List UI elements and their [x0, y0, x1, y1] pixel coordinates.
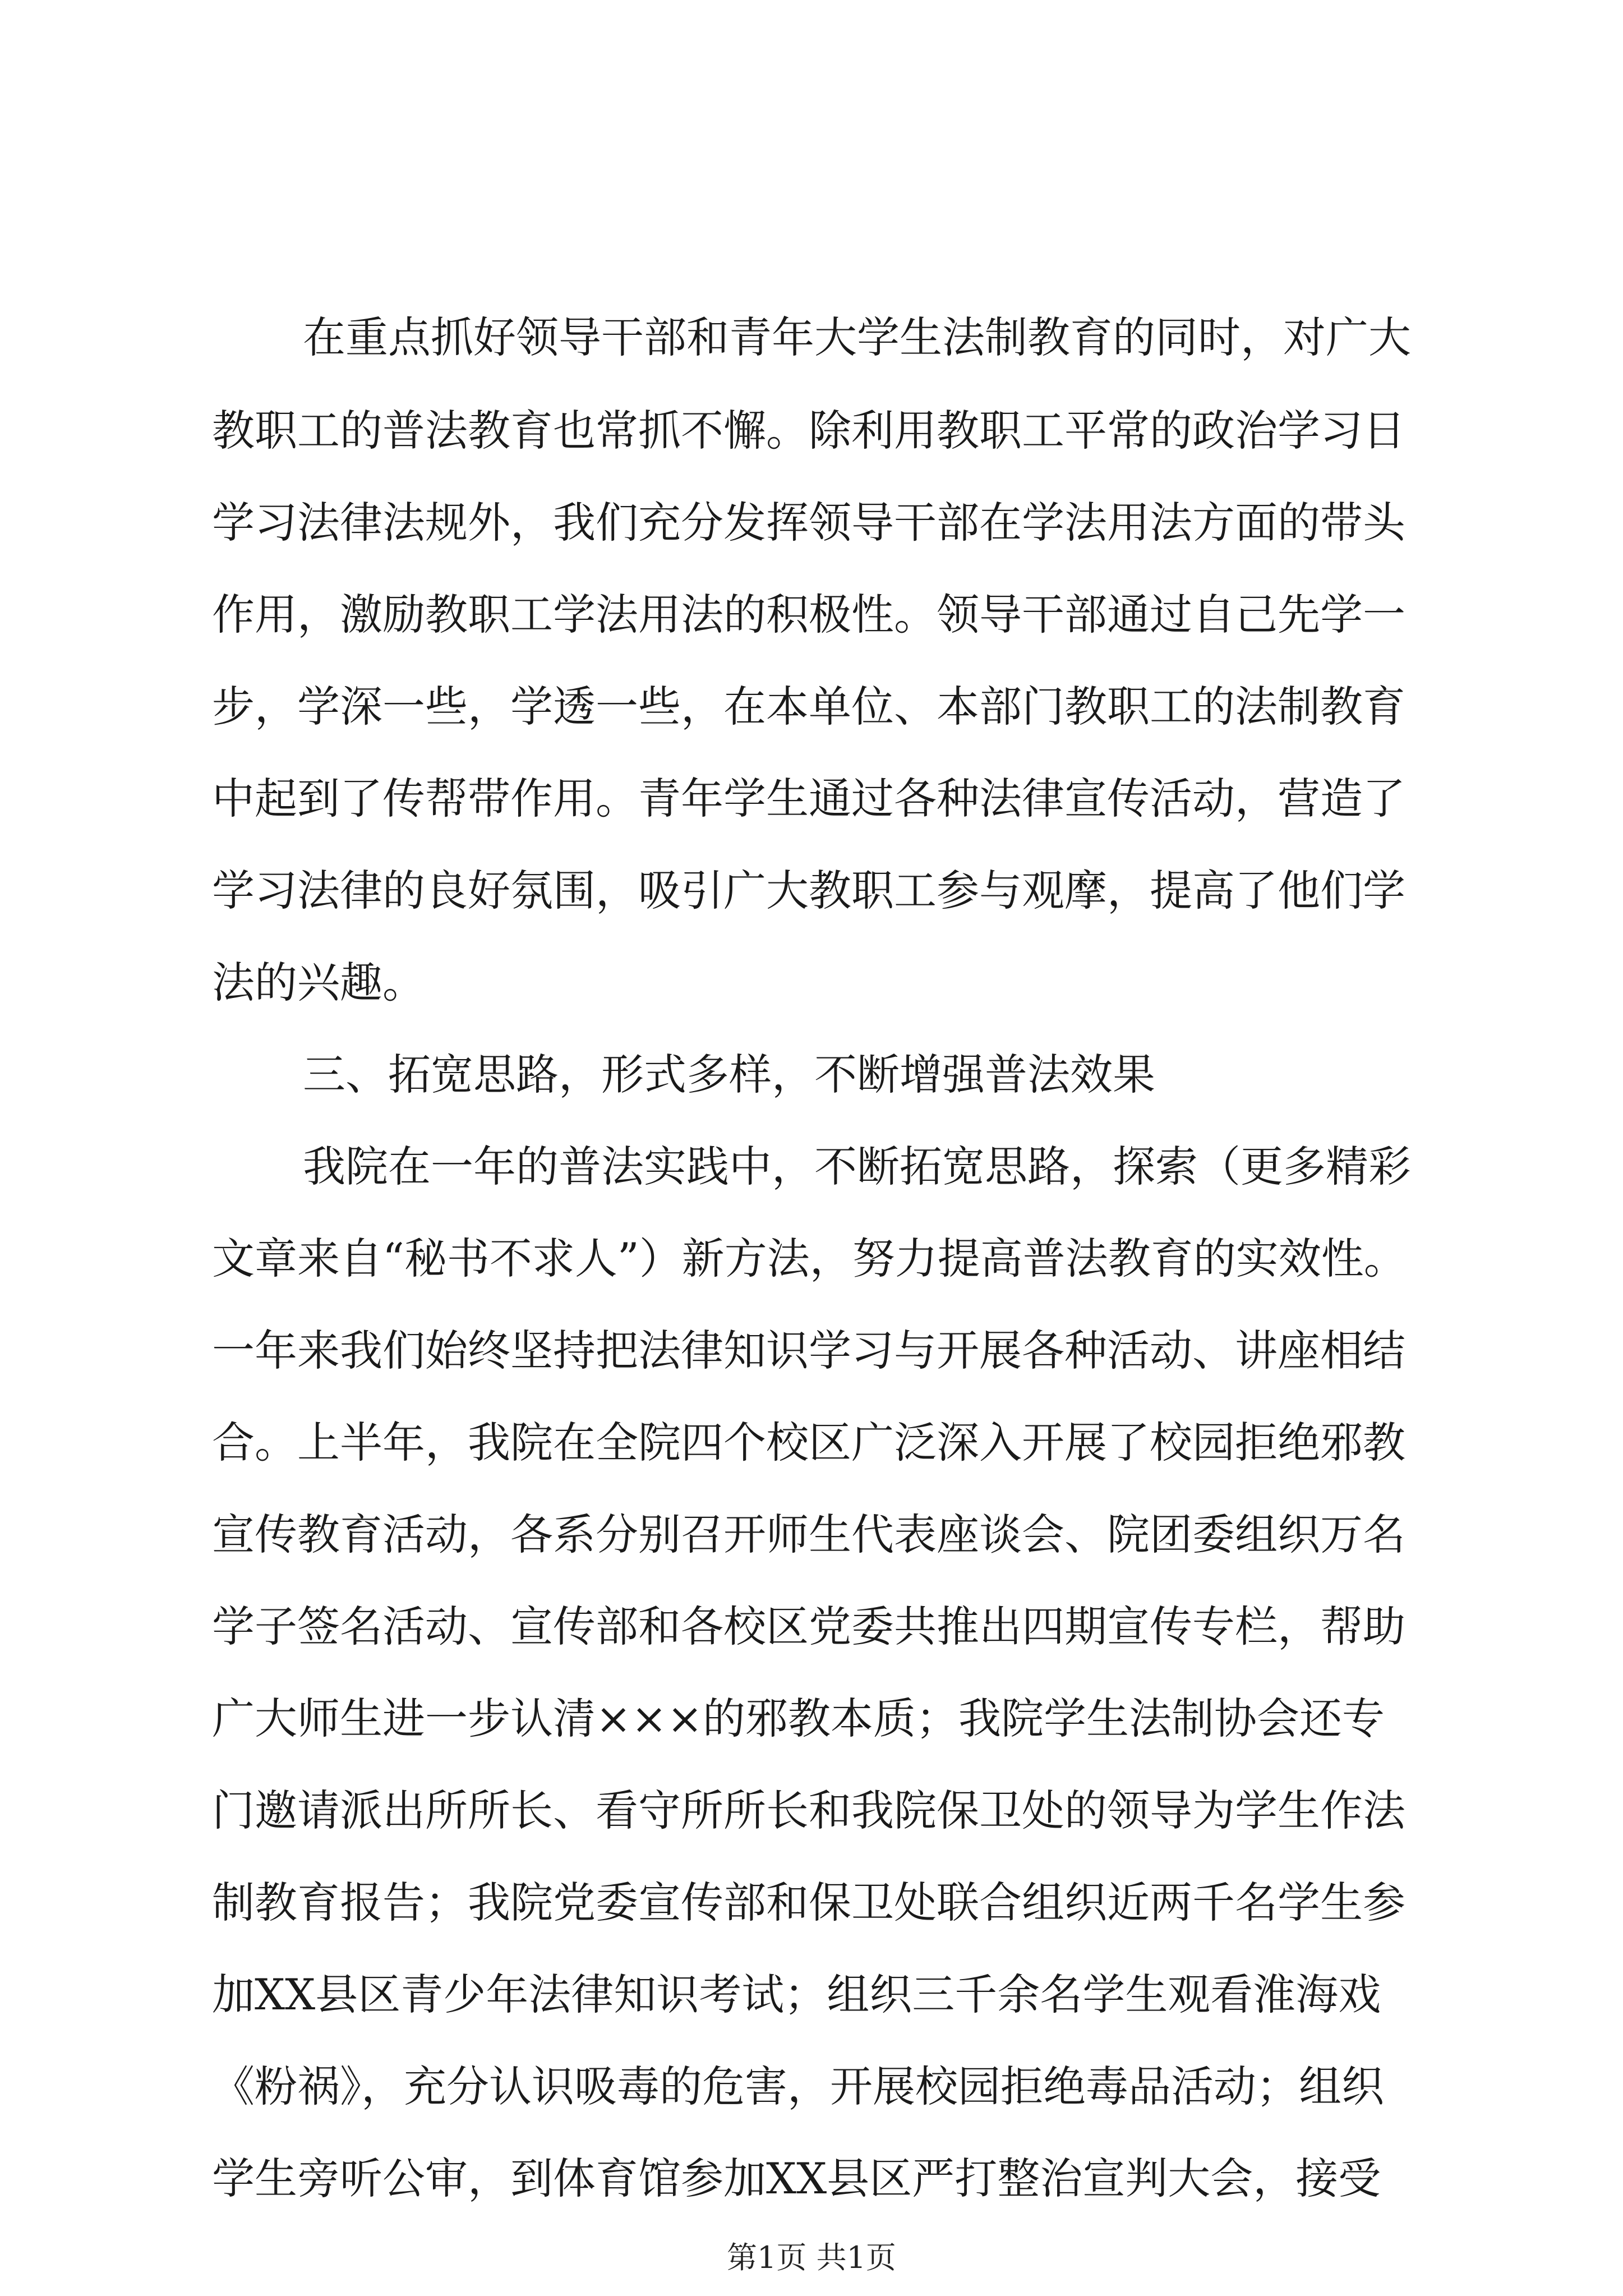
- text-line: 加XX县区青少年法律知识考试；组织三千余名学生观看淮海戏: [212, 1970, 1381, 2019]
- text-line: 广大师生进一步认清×××的邪教本质；我院学生法制协会还专: [212, 1694, 1385, 1743]
- text-line: 作用，激励教职工学法用法的积极性。领导干部通过自己先学一: [212, 590, 1405, 639]
- text-line: 文章来自“秘书不求人”）新方法，努力提高普法教育的实效性。: [212, 1234, 1407, 1283]
- text-line: 步，学深一些，学透一些，在本单位、本部门教职工的法制教育: [212, 682, 1405, 731]
- text-line: 合。上半年，我院在全院四个校区广泛深入开展了校园拒绝邪教: [212, 1418, 1405, 1467]
- page-footer: 第1页 共1页: [727, 2240, 896, 2275]
- text-line: 学习法律的良好氛围，吸引广大教职工参与观摩，提高了他们学: [212, 866, 1405, 915]
- text-line: 我院在一年的普法实践中，不断拓宽思路，探索（更多精彩: [303, 1142, 1411, 1191]
- text-line: 学习法律法规外，我们充分发挥领导干部在学法用法方面的带头: [212, 498, 1405, 547]
- text-line: 学子签名活动、宣传部和各校区党委共推出四期宣传专栏，帮助: [212, 1602, 1405, 1651]
- text-line: 宣传教育活动，各系分别召开师生代表座谈会、院团委组织万名: [212, 1510, 1405, 1559]
- text-line: 在重点抓好领导干部和青年大学生法制教育的同时，对广大: [303, 312, 1411, 362]
- text-line: 法的兴趣。: [212, 958, 425, 1007]
- text-line: 门邀请派出所所长、看守所所长和我院保卫处的领导为学生作法: [212, 1786, 1405, 1835]
- text-line: 学生旁听公审，到体育馆参加XX县区严打整治宣判大会，接受: [212, 2154, 1381, 2203]
- text-line: 制教育报告；我院党委宣传部和保卫处联合组织近两千名学生参: [212, 1878, 1405, 1927]
- text-line: 《粉祸》，充分认识吸毒的危害，开展校园拒绝毒品活动；组织: [212, 2062, 1384, 2111]
- text-line: 一年来我们始终坚持把法律知识学习与开展各种活动、讲座相结: [212, 1326, 1405, 1375]
- section-heading: 三、拓宽思路，形式多样，不断增强普法效果: [303, 1050, 1155, 1099]
- text-line: 教职工的普法教育也常抓不懈。除利用教职工平常的政治学习日: [212, 406, 1405, 455]
- text-line: 中起到了传帮带作用。青年学生通过各种法律宣传活动，营造了: [212, 774, 1405, 823]
